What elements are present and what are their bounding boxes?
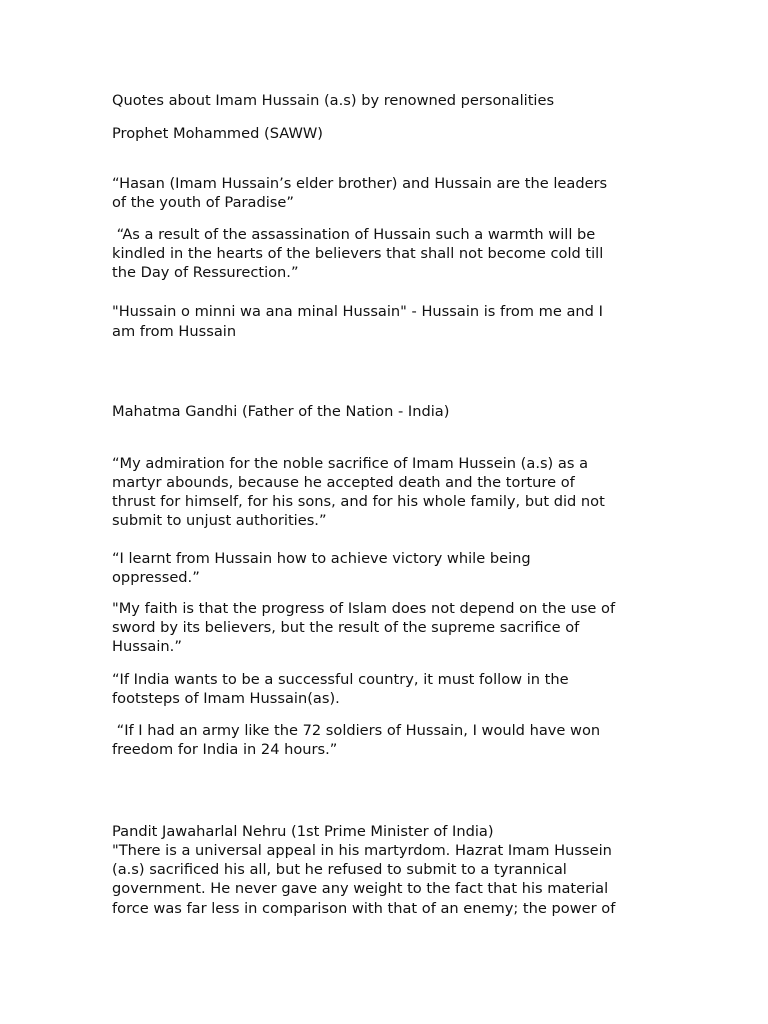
section-heading-gandhi: Mahatma Gandhi (Father of the Nation - India): [112, 403, 450, 420]
quote-line: oppressed.”: [112, 569, 200, 586]
quote-line: “I learnt from Hussain how to achieve victory while being: [112, 550, 531, 567]
quote-line: “My admiration for the noble sacrifice of Imam Hussein (a.s) as a: [112, 455, 589, 472]
quote-line: sword by its believers, but the result of the supreme sacrifice of: [112, 619, 580, 636]
quote-line: martyr abounds, because he accepted death and the torture of: [112, 474, 575, 491]
quote-line: of the youth of Paradise”: [112, 194, 294, 211]
quote-line: "There is a universal appeal in his martyrdom. Hazrat Imam Hussein: [112, 842, 612, 859]
section-heading-prophet: Prophet Mohammed (SAWW): [112, 125, 323, 142]
quote-line: am from Hussain: [112, 323, 237, 340]
quote-line: “If I had an army like the 72 soldiers of Hussain, I would have won: [112, 722, 601, 739]
quote-line: thrust for himself, for his sons, and for his whole family, but did not: [112, 493, 605, 510]
section-heading-nehru: Pandit Jawaharlal Nehru (1st Prime Minister of India): [112, 823, 494, 840]
quote-line: (a.s) sacrificed his all, but he refused to submit to a tyrannical: [112, 861, 567, 878]
quote-line: footsteps of Imam Hussain(as).: [112, 690, 340, 707]
quote-line: kindled in the hearts of the believers that shall not become cold till: [112, 245, 604, 262]
quote-line: “Hasan (Imam Hussain’s elder brother) and Hussain are the leaders: [112, 175, 608, 192]
quote-line: submit to unjust authorities.”: [112, 512, 327, 529]
quote-line: force was far less in comparison with that of an enemy; the power of: [112, 900, 616, 917]
quote-line: government. He never gave any weight to the fact that his material: [112, 880, 609, 897]
quote-line: Hussain.”: [112, 638, 182, 655]
quote-line: "Hussain o minni wa ana minal Hussain" - Hussain is from me and I: [112, 303, 603, 320]
quote-line: “If India wants to be a successful country, it must follow in the: [112, 671, 569, 688]
quote-line: “As a result of the assassination of Hussain such a warmth will be: [112, 226, 596, 243]
quote-line: "My faith is that the progress of Islam does not depend on the use of: [112, 600, 616, 617]
quote-line: the Day of Ressurection.”: [112, 264, 299, 281]
document-title: Quotes about Imam Hussain (a.s) by renowned personalities: [112, 92, 555, 109]
quote-line: freedom for India in 24 hours.”: [112, 741, 338, 758]
